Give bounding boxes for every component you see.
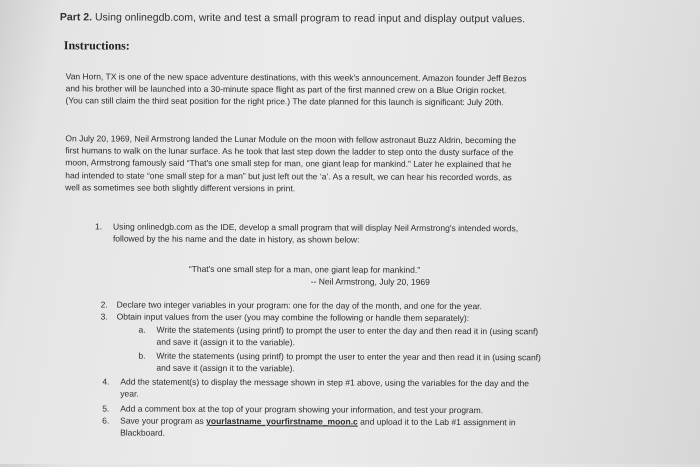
step-line: Write the statements (using printf) to prompt the user to enter the day and then read it in (using scanf) <box>156 324 539 337</box>
armstrong-quote <box>189 263 430 288</box>
paragraph-line: well as sometimes see both slightly different versions in print. <box>65 182 296 194</box>
filename: yourlastname_yourfirstname_moon.c <box>206 415 358 427</box>
paragraph-line: On July 20, 1969, Neil Armstrong landed the Lunar Module on the moon with fellow astronaut Buzz Aldrin, becoming the <box>65 133 517 146</box>
part-label: Part 2. <box>59 11 93 24</box>
step-letter: b. <box>138 350 146 361</box>
step-number: 3. <box>100 311 108 322</box>
instructions-heading: Instructions: <box>63 38 130 53</box>
step-5 <box>102 402 662 416</box>
paragraph-line: and his brother will be launched into a 30-minute space flight as part of the first manned crew on a Blue Origin rocket. <box>65 83 507 96</box>
step-line: and save it (assign it to the variable). <box>156 336 295 348</box>
step-line: Add a comment box at the top of your program showing your information, and test your program. <box>120 403 484 416</box>
step-number: 4. <box>102 376 110 387</box>
step-line: followed by the his name and the date in history, as shown below: <box>112 233 360 245</box>
step-number: 2. <box>100 299 108 310</box>
step-line: year. <box>120 388 139 399</box>
step-line: Write the statements (using printf) to prompt the user to enter the year and then read it in (using scanf) <box>156 350 541 363</box>
part-text: Using onlinegdb.com, write and test a small program to read input and display output values. <box>94 11 526 26</box>
step-number: 1. <box>94 221 103 232</box>
step-text: and upload it to the Lab #1 assignment in <box>360 416 516 428</box>
paragraph-line: Van Horn, TX is one of the new space adventure destinations, with this week's announcement. Amazon founder Jeff Bezos <box>65 71 527 84</box>
paragraph-line: first humans to walk on the lunar surface. As he took that last step down the ladder to step onto the dusty surface of the <box>65 145 514 158</box>
step-line: Blackboard. <box>120 427 166 438</box>
step-line: and save it (assign it to the variable). <box>156 362 295 374</box>
step-1 <box>94 220 655 245</box>
step-line: Obtain input values from the user (you may combine the following or handle them separately): <box>116 311 470 324</box>
step-2 <box>100 298 661 312</box>
quote-attribution: -- Neil Armstrong, July 20, 1969 <box>310 276 430 288</box>
step-text: Save your program as <box>120 415 204 426</box>
intro-paragraph <box>66 70 638 109</box>
step-letter: a. <box>138 324 146 335</box>
step-line: Declare two integer variables in your program: one for the day of the month, and one for the year. <box>116 299 482 312</box>
paragraph-line: had intended to state “one small step for a man” but just left out the ‘a’. As a result, we can hear his recorded words, as <box>65 169 512 182</box>
paragraph-line: (You can still claim the third seat position for the right price.) The date planned for this launch is significant: July 20th. <box>65 95 504 108</box>
history-paragraph <box>65 132 637 196</box>
quote-line: “That's one small step for a man, one giant leap for mankind.” <box>188 263 421 275</box>
step-line: Using onlinedgb.com as the IDE, develop a small program that will display Neil Armstrong's intended words, <box>112 221 519 234</box>
paragraph-line: moon, Armstrong famously said “That's one small step for man, one giant leap for mankind.” Later he explained that he <box>65 157 512 170</box>
step-number: 5. <box>102 403 110 414</box>
step-number: 6. <box>102 415 110 426</box>
step-line: Add the statement(s) to display the message shown in step #1 above, using the variables for the day and the <box>120 376 530 389</box>
part-header <box>60 11 525 25</box>
